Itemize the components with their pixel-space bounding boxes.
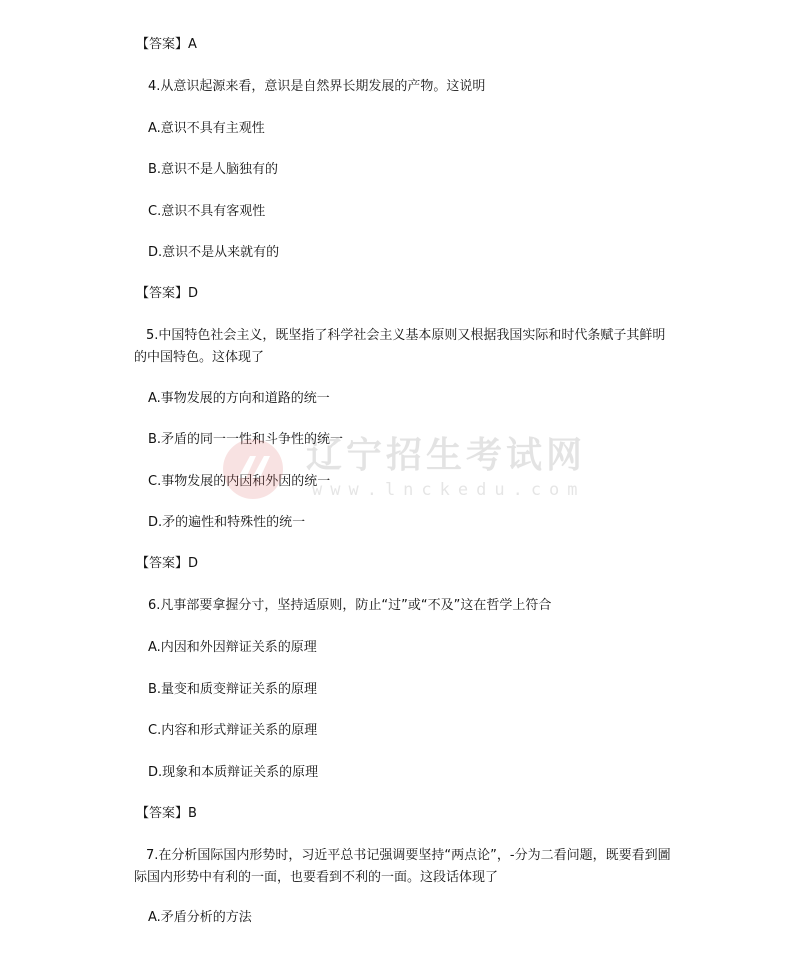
question-5-option-d: D.矛的遍性和特殊性的统一 (148, 515, 306, 530)
question-7-option-a: A.矛盾分析的方法 (148, 910, 252, 925)
question-6-option-d: D.现象和本质辩证关系的原理 (148, 765, 319, 780)
answer-6: 【答案】B (136, 806, 197, 821)
question-6-option-c: C.内容和形式辩证关系的原理 (148, 723, 318, 738)
question-5-option-b: B.矛盾的同一一性和斗争性的统一 (148, 432, 344, 447)
question-4-option-c: C.意识不具有客观性 (148, 204, 266, 219)
question-4-option-a: A.意识不具有主观性 (148, 121, 265, 136)
question-4-stem: 4.从意识起源来看，意识是自然界长期发展的产物。这说明 (148, 79, 486, 94)
question-6-stem: 6.凡事部要拿握分寸，坚持适原则，防止“过”或“不及”这在哲学上符合 (148, 598, 552, 613)
question-6-option-b: B.量变和质变辩证关系的原理 (148, 682, 318, 697)
question-4-option-b: B.意识不是人脑独有的 (148, 162, 279, 177)
watermark-title: 辽宁招生考试网 (306, 435, 587, 476)
watermark-subtitle: www.lnckedu.com (312, 480, 586, 500)
question-5-option-c: C.事物发展的内因和外因的统一 (148, 474, 331, 489)
answer-5: 【答案】D (136, 556, 199, 571)
answer-3: 【答案】A (136, 37, 197, 52)
question-4-option-d: D.意识不是从来就有的 (148, 245, 280, 260)
question-6-option-a: A.内因和外因辩证关系的原理 (148, 640, 317, 655)
question-5-stem: 5.中国特色社会主义，既坚指了科学社会主义基本原则又根据我国实际和时代条赋子其鲜明的中国特色。这体现了 (134, 328, 666, 365)
question-7-stem: 7.在分析国际国内形势时，习近平总书记强调要坚持“两点论”，-分为二看问题，既要看到圖际国内形势中有利的一面，也要看到不利的一面。这段话体现了 (134, 848, 671, 885)
question-5-option-a: A.事物发展的方向和道路的统一 (148, 391, 330, 406)
answer-4: 【答案】D (136, 286, 199, 301)
